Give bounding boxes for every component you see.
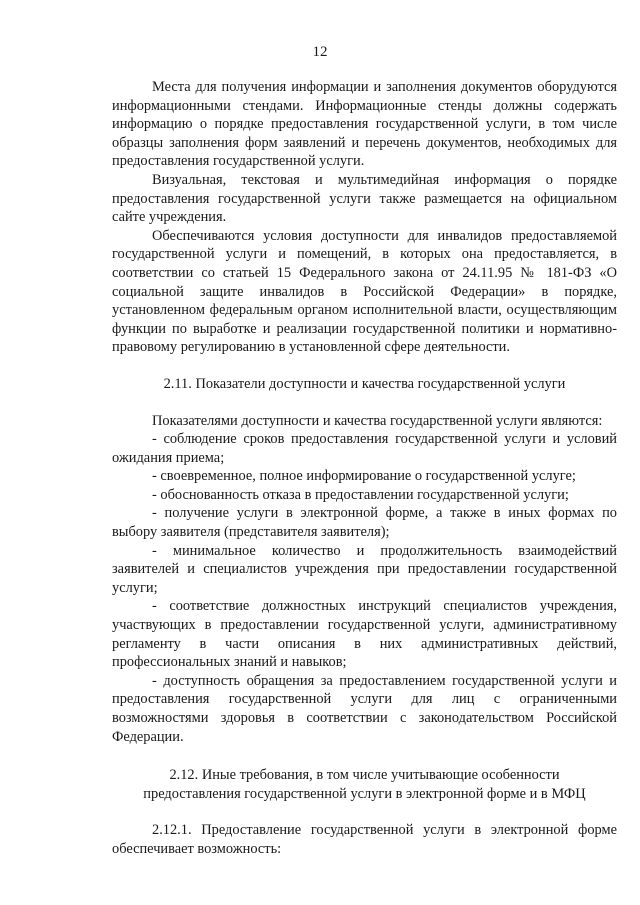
section-heading-2-12-line1: 2.12. Иные требования, в том числе учитывающие особенности [169,767,560,784]
list-item: - соответствие должностных инструкций специалистов учреждения, участвующих в предоставлении государственной услуги, административному регламенту в части описания в них административных действий, профессиональных знаний и навыков; [112,598,617,671]
page-number: 12 [312,44,328,60]
paragraph-2-12-1: 2.12.1. Предоставление государственной услуги в электронной форме обеспечивает возможность: [112,822,617,857]
list-item: - своевременное, полное информирование о государственной услуге; [152,468,576,485]
paragraph-accessibility-conditions: Обеспечиваются условия доступности для инвалидов предоставляемой государственной услуги и помещений, в которых она предоставляется, в соответствии со статьей 15 Федерального закона от 24.11.95 № 181-ФЗ «О социальной защите инвалидов в Российской Федерации» в порядке, установленном федеральным органом исполнительной власти, осуществляющим функции по выработке и реализации государственной политики и нормативно-правовому регулированию в установленной сфере деятельности. [112,227,617,356]
list-item: - обоснованность отказа в предоставлении государственной услуги; [152,486,569,503]
paragraph-visual-info: Визуальная, текстовая и мультимедийная информация о порядке предоставления государственной услуги также размещается на официальном сайте учреждения. [112,171,617,226]
section-heading-2-11: 2.11. Показатели доступности и качества государственной услуги [163,375,566,392]
list-item: - доступность обращения за предоставлением государственной услуги и предоставления государственной услуги для лиц с ограниченными возможностями здоровья в соответствии с законодательством Российской Федерации. [112,672,617,745]
list-item: - минимальное количество и продолжительность взаимодействий заявителей и специалистов учреждения при предоставлении государственной услуги; [112,542,617,596]
list-item: - соблюдение сроков предоставления государственной услуги и условий ожидания приема; [112,431,617,466]
paragraph-info-stands: Места для получения информации и заполнения документов оборудуются информационными стендами. Информационные стенды должны содержать информацию о порядке предоставления государственной услуги, в том числе образцы заполнения форм заявлений и перечень документов, необходимых для предоставления государственной услуги. [112,79,617,170]
section-heading-2-12-line2: предоставления государственной услуги в электронной форме и в МФЦ [143,785,586,802]
paragraph-indicators-intro: Показателями доступности и качества государственной услуги являются: [152,412,603,429]
document-body [112,78,617,859]
list-item: - получение услуги в электронной форме, а также в иных формах по выбору заявителя (представителя заявителя); [112,505,617,541]
